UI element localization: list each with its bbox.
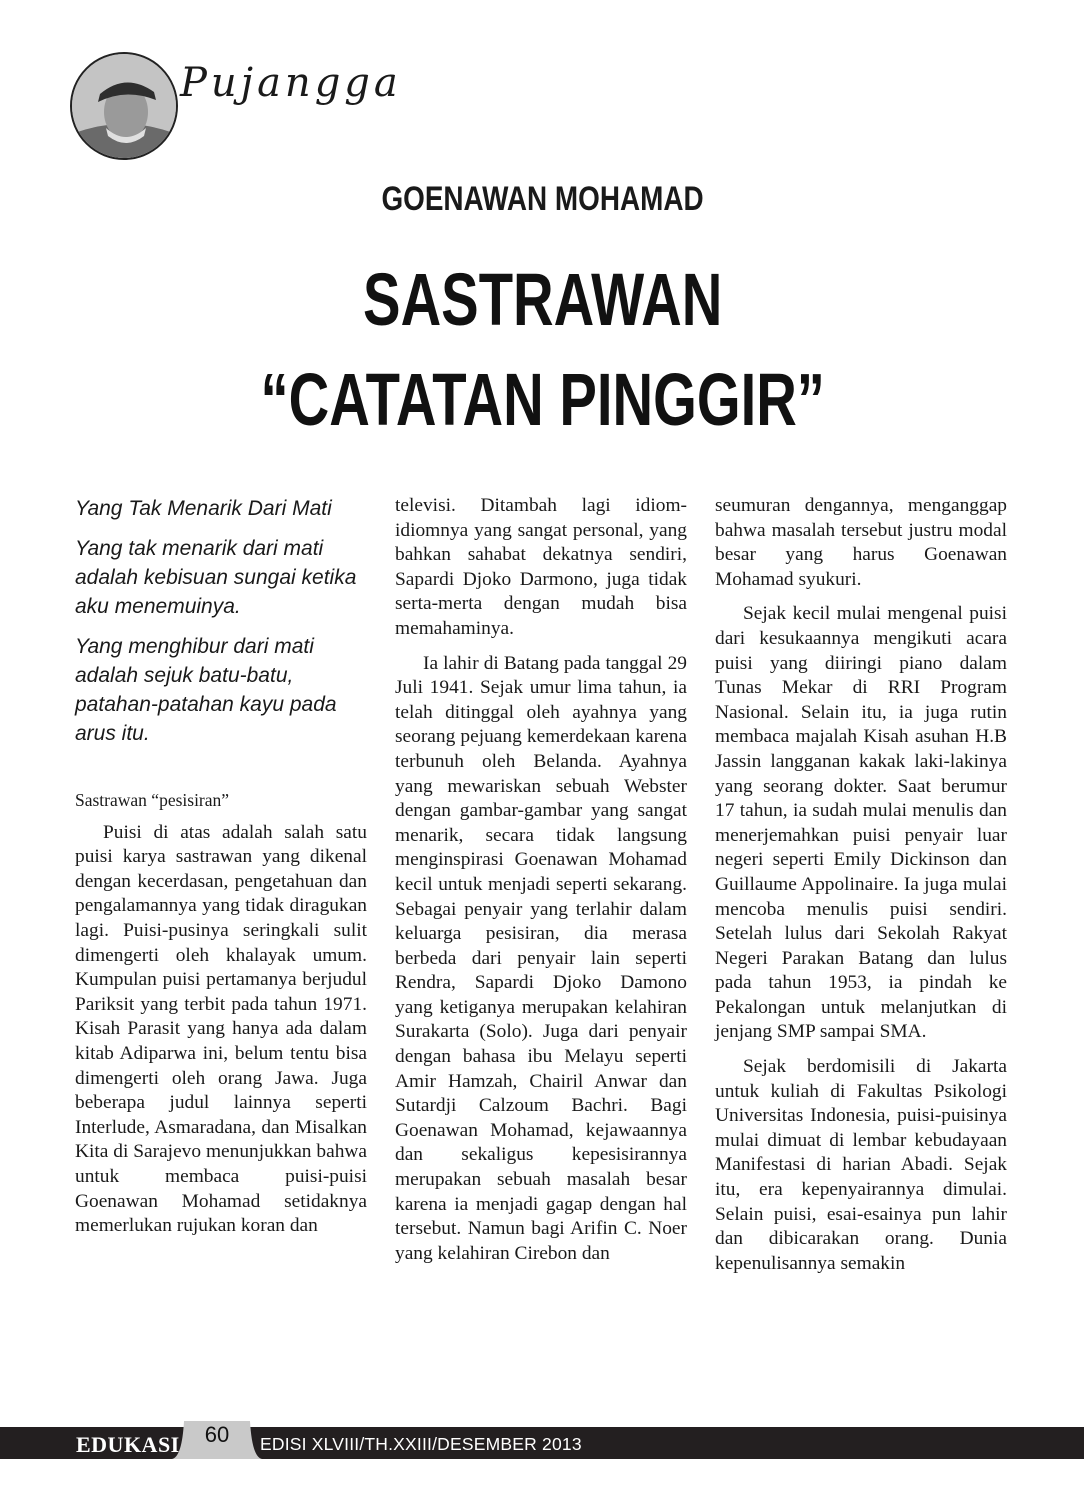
poem-stanza-1: Yang tak menarik dari mati adalah kebisuan sungai ketika aku menemuinya. [75,537,357,618]
portrait-image [72,54,176,158]
article-title [131,250,955,450]
paragraph: Puisi di atas adalah salah satu puisi karya sastrawan yang dikenal dengan kecerdasan, pengetahuan dan pengalamannya yang tidak diragukan lagi. Puisi-pusinya seringkali sulit dimengerti oleh khalayak umum. Kumpulan puisi pertamanya berjudul Pariksit yang terbit pada tahun 1971. Kisah Parasit yang hanya ada dalam kitab Adiparwa ini, belum tentu bisa dimengerti oleh orang Jawa. Juga beberapa judul lainnya seperti Interlude, Asmaradana, dan Misalkan Kita di Sarajevo menunjukkan bahwa untuk membaca puisi-puisi Goenawan Mohamad setidaknya memerlukan rujukan koran dan [75,821,367,1237]
paragraph: Sejak kecil mulai mengenal puisi dari kesukaannya mengikuti acara puisi yang diiringi piano dalam Tunas Mekar di RRI Program Nasional. Selain itu, ia juga rutin membaca majalah Kisah asuhan H.B Jassin langganan kakak laki-lakinya yang seorang dokter. Saat berumur 17 tahun, ia sudah mulai menulis dan menerjemahkan puisi penyair luar negeri seperti Emily Dickinson dan Guillaume Appolinaire. Ia juga mulai mencoba menulis puisi sendiri. Setelah lulus dari Sekolah Rakyat Negeri Parakan Batang dan lulus pada tahun 1953, ia pindah ke Pekalongan untuk melanjutkan di jenjang SMP sampai SMA. [715,603,1007,1043]
author-portrait [70,52,178,160]
subheading: Sastrawan “pesisiran” [75,790,230,810]
author-byline: GOENAWAN MOHAMAD [381,180,704,218]
title-line-2: “CATATAN PINGGIR” [260,358,825,441]
poem [75,494,367,748]
paragraph: televisi. Ditambah lagi idiom-idiomnya yang sangat personal, yang bahkan sahabat dekatnya sendiri, Sapardi Djoko Darmono, juga tidak serta-merta dengan mudah bisa memahaminya. [395,495,687,639]
poem-stanza-2: Yang menghibur dari mati adalah sejuk batu-batu, patahan-patahan kayu pada arus itu. [75,635,337,745]
column-2 [395,494,687,1276]
paragraph: Ia lahir di Batang pada tanggal 29 Juli 1941. Sejak umur lima tahun, ia telah ditinggal oleh ayahnya yang seorang pejuang kemerdekaan karena terbunuh oleh Belanda. Ayahnya yang mewariskan sebuah Webster dengan gambar-gambar yang sangat menarik, secara tidak langsung menginspirasi Goenawan Mohamad kecil untuk menjadi seperti sekarang. Sebagai penyair yang terlahir dalam keluarga pesisiran, dia merasa berbeda dari penyair lain seperti Rendra, Sapardi Djoko Damono yang ketiganya merupakan kelahiran Surakarta (Solo). Juga dari penyair dengan bahasa ibu Melayu seperti Amir Hamzah, Chairil Anwar dan Sutardji Calzoum Bachri. Bagi Goenawan Mohamad, kejawaannya dan sekaligus kepesisirannya merupakan sebuah masalah besar karena ia menjadi gagap dengan hal tersebut. Namun bagi Arifin C. Noer yang kelahiran Cirebon dan [395,652,687,1264]
column-3 [715,494,1007,1286]
poem-title: Yang Tak Menarik Dari Mati [75,497,332,520]
page-number: 60 [204,1422,230,1447]
paragraph: seumuran dengannya, menganggap bahwa masalah tersebut justru modal besar yang harus Goenawan Mohamad syukuri. [715,495,1007,590]
column-1 [75,494,367,1249]
footer-brand: EDUKASI [76,1432,180,1457]
section-label: Pujangga [180,60,402,106]
title-line-1: SASTRAWAN [363,258,723,341]
paragraph: Sejak berdomisili di Jakarta untuk kuliah di Fakultas Psikologi Universitas Indonesia, puisi-puisinya mulai dimuat di lembar kebudayaan Manifestasi di harian Abadi. Sejak itu, era kepenyairannya dimulai. Selain puisi, esai-esainya pun lahir dan dibicarakan orang. Dunia kepenulisannya semakin [715,1056,1007,1274]
footer-edition: EDISI XLVIII/TH.XXIII/DESEMBER 2013 [260,1434,582,1454]
